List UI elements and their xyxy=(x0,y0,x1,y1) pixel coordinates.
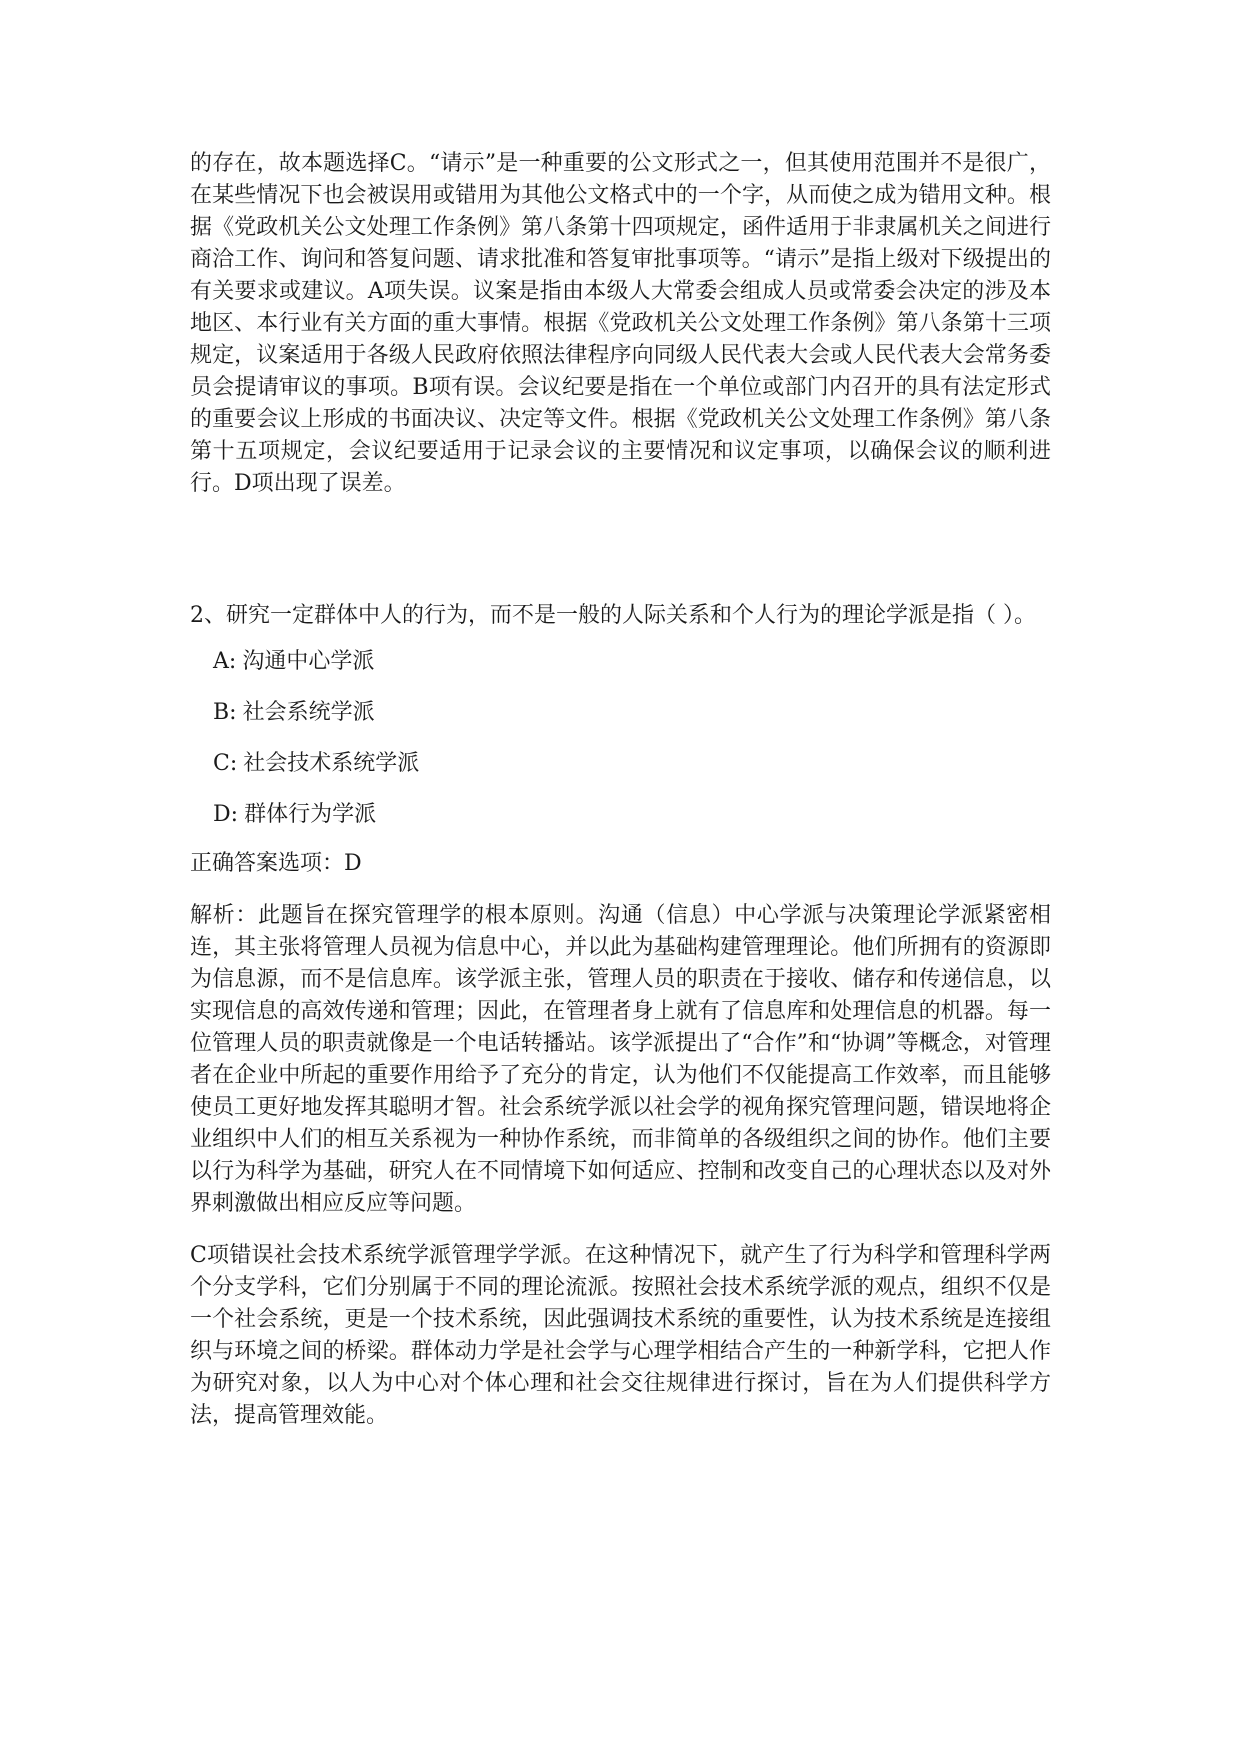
previous-explanation: 的存在，故本题选择C。“请示”是一种重要的公文形式之一，但其使用范围并不是很广，在某些情况下也会被误用或错用为其他公文格式中的一个字，从而使之成为错用文种。根据《党政机关公文处理工作条例》第八条第十四项规定，函件适用于非隶属机关之间进行商洽工作、询问和答复问题、请求批准和答复审批事项等。“请示”是指上级对下级提出的有关要求或建议。A项失误。议案是指由本级人大常委会组成人员或常委会决定的涉及本地区、本行业有关方面的重大事情。根据《党政机关公文处理工作条例》第八条第十三项规定，议案适用于各级人民政府依照法律程序向同级人民代表大会或人民代表大会常务委员会提请审议的事项。B项有误。会议纪要是指在一个单位或部门内召开的具有法定形式的重要会议上形成的书面决议、决定等文件。根据《党政机关公文处理工作条例》第八条第十五项规定，会议纪要适用于记录会议的主要情况和议定事项，以确保会议的顺利进行。D项出现了误差。 xyxy=(190,151,1051,496)
options-list xyxy=(190,646,1051,831)
option-text: 群体行为学派 xyxy=(244,802,377,827)
option-c xyxy=(213,748,1051,780)
option-text: 沟通中心学派 xyxy=(242,649,375,674)
analysis-paragraph-2: C项错误社会技术系统学派管理学学派。在这种情况下，就产生了行为科学和管理科学两个分支学科，它们分别属于不同的理论流派。按照社会技术系统学派的观点，组织不仅是一个社会系统，更是一个技术系统，因此强调技术系统的重要性，认为技术系统是连接组织与环境之间的桥梁。群体动力学是社会学与心理学相结合产生的一种新学科，它把人作为研究对象，以人为中心对个体心理和社会交往规律进行探讨，旨在为人们提供科学方法，提高管理效能。 xyxy=(190,1243,1051,1428)
option-text: 社会系统学派 xyxy=(242,700,375,725)
option-letter: C: xyxy=(213,751,238,776)
answer-value: D xyxy=(344,851,362,876)
option-letter: B: xyxy=(213,700,237,725)
option-a xyxy=(213,646,1051,678)
answer-label: 正确答案选项： xyxy=(190,851,345,876)
correct-answer xyxy=(190,848,1051,880)
option-d xyxy=(213,799,1051,831)
option-text: 社会技术系统学派 xyxy=(243,751,420,776)
option-letter: A: xyxy=(213,649,237,674)
option-b xyxy=(213,697,1051,729)
analysis-paragraph: 解析：此题旨在探究管理学的根本原则。沟通（信息）中心学派与决策理论学派紧密相连，其主张将管理人员视为信息中心，并以此为基础构建管理理论。他们所拥有的资源即为信息源，而不是信息库。该学派主张，管理人员的职责在于接收、储存和传递信息，以实现信息的高效传递和管理；因此，在管理者身上就有了信息库和处理信息的机器。每一位管理人员的职责就像是一个电话转播站。该学派提出了“合作”和“协调”等概念，对管理者在企业中所起的重要作用给予了充分的肯定，认为他们不仅能提高工作效率，而且能够使员工更好地发挥其聪明才智。社会系统学派以社会学的视角探究管理问题，错误地将企业组织中人们的相互关系视为一种协作系统，而非简单的各级组织之间的协作。他们主要以行为科学为基础，研究人在不同情境下如何适应、控制和改变自己的心理状态以及对外界刺激做出相应反应等问题。 xyxy=(190,903,1051,1216)
question-stem: 2、研究一定群体中人的行为，而不是一般的人际关系和个人行为的理论学派是指（ ）。 xyxy=(190,603,1036,628)
option-letter: D: xyxy=(213,802,239,827)
